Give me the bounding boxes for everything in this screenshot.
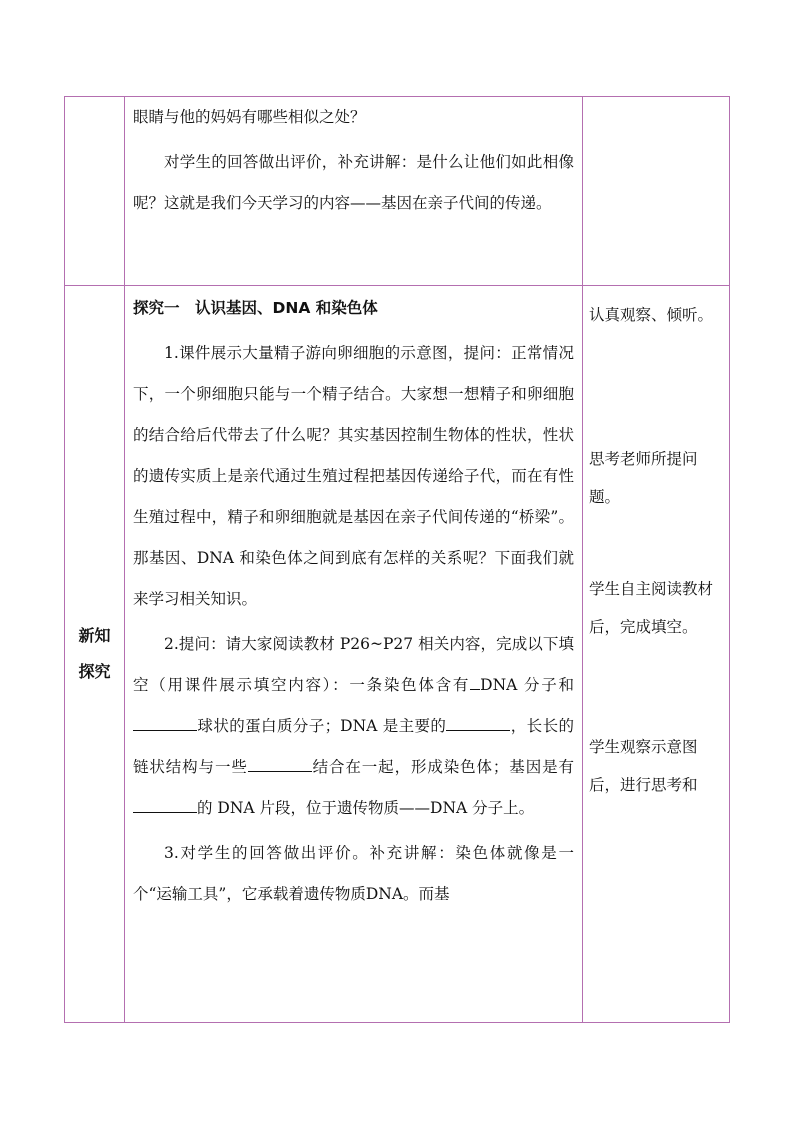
student-activity-cell xyxy=(583,286,730,1023)
teacher-paragraph-2 xyxy=(125,624,582,829)
fill-text: DNA 分子和 xyxy=(480,676,574,694)
teacher-paragraph-3: 3.对学生的回答做出评价。补充讲解：染色体就像是一个“运输工具”，它承载着遗传物质DNA。而基 xyxy=(133,844,574,903)
teacher-activity-cell xyxy=(125,286,583,1023)
student-activity-text: 学生观察示意图后，进行思考和 xyxy=(589,738,698,794)
fill-text: 的 DNA 片段，位于遗传物质——DNA 分子上。 xyxy=(197,799,535,817)
stage-label: 新知 xyxy=(78,626,111,645)
stage-cell-empty xyxy=(65,97,125,286)
teacher-paragraph-1: 1.课件展示大量精子游向卵细胞的示意图，提问：正常情况下，一个卵细胞只能与一个精子结合。大家想一想精子和卵细胞的结合给后代带去了什么呢？其实基因控制生物体的性状，性状的遗传实质上是亲代通过生殖过程把基因传递给子代，而在有性生殖过程中，精子和卵细胞就是基因在亲子代间传递的“桥梁”。那基因、DNA 和染色体之间到底有怎样的关系呢？下面我们就来学习相关知识。 xyxy=(133,344,574,608)
lesson-plan-table xyxy=(64,96,730,1023)
student-activity-text: 思考老师所提问题。 xyxy=(589,450,698,506)
table-row xyxy=(65,286,730,1023)
fill-blank xyxy=(446,716,510,731)
stage-label-cell xyxy=(65,286,125,1023)
teacher-text: 对学生的回答做出评价，补充讲解：是什么让他们如此相像呢？这就是我们今天学习的内容——基因在亲子代间的传递。 xyxy=(133,153,574,212)
table-row xyxy=(65,97,730,286)
teacher-text: 眼睛与他的妈妈有哪些相似之处？ xyxy=(133,108,366,126)
fill-blank xyxy=(470,675,480,690)
fill-text: 结合在一起，形成染色体；基因是有 xyxy=(311,758,574,776)
stage-label: 探究 xyxy=(78,662,111,681)
fill-blank xyxy=(248,757,312,772)
fill-text: ，长长的链状结构与一些 xyxy=(133,717,574,776)
student-activity-text: 认真观察、倾听。 xyxy=(589,306,714,324)
fill-text: 2.提问：请大家阅读教材 P26~P27 相关内容，完成以下填空（用课件展示填空内容）：一条染色体含有 xyxy=(133,635,574,694)
fill-text: 球状的蛋白质分子；DNA 是主要的 xyxy=(197,717,447,735)
fill-blank xyxy=(133,798,197,813)
student-activity-cell-empty xyxy=(583,97,730,286)
teacher-activity-cell xyxy=(125,97,583,286)
student-activity-text: 学生自主阅读教材后，完成填空。 xyxy=(589,580,714,636)
section-title: 探究一 认识基因、DNA 和染色体 xyxy=(133,299,378,317)
fill-blank xyxy=(133,716,197,731)
